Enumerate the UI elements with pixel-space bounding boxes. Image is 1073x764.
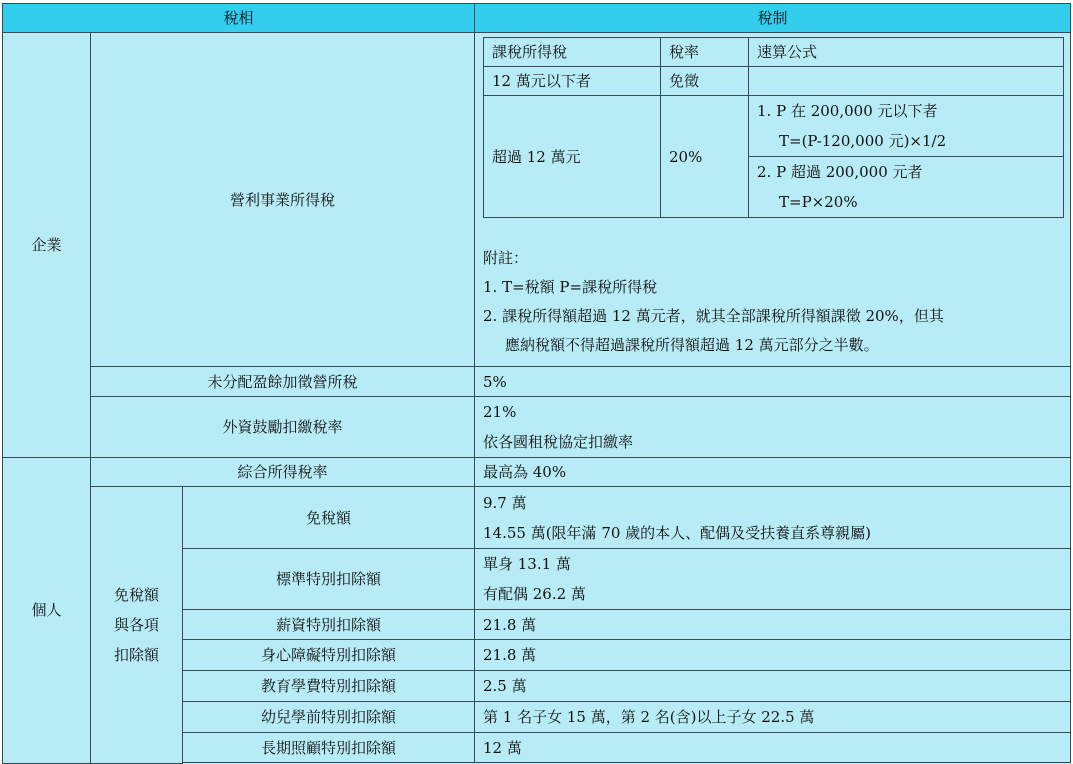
note-2-line2: 應納稅額不得超過課稅所得額超過 12 萬元部分之半數。 [505,336,879,354]
disability-value: 21.8 萬 [475,640,1071,671]
profit-tax-label: 營利事業所得稅 [91,33,475,367]
note-1: 1. T=稅額 P=課稅所得稅 [483,278,658,296]
comprehensive-label: 綜合所得稅率 [91,458,475,487]
standard-value-2: 有配偶 26.2 萬 [483,585,586,603]
deduction-group-label [91,487,183,764]
table-row [3,458,1071,487]
group-label-line3: 扣除額 [113,645,159,664]
foreign-value-1: 21% [483,403,517,421]
group-label-line2: 與各項 [113,615,159,634]
formula2-line2: T=P×20% [779,193,858,211]
rate-table-header-rate: 稅率 [661,38,749,67]
table-row [3,487,1071,549]
rate-row2-rate: 20% [661,96,749,218]
table-row [3,397,1071,458]
note-title: 附註： [483,249,529,267]
table-row [3,367,1071,397]
foreign-value [475,397,1071,458]
standard-label: 標準特別扣除額 [183,549,475,610]
profit-tax-rate-table [483,37,1064,218]
foreign-label: 外資鼓勵扣繳稅率 [91,397,475,458]
header-row [3,4,1071,33]
exemption-value-1: 9.7 萬 [483,493,527,512]
undistributed-label: 未分配盈餘加徵營所稅 [91,367,475,397]
rate-row1-rate: 免徵 [661,67,749,96]
preschool-label: 幼兒學前特別扣除額 [183,702,475,733]
comprehensive-value: 最高為 40% [475,458,1071,487]
rate-row1-income: 12 萬元以下者 [484,67,661,96]
standard-value [475,549,1071,610]
rate-row1-formula [749,67,1064,96]
enterprise-label: 企業 [3,33,91,458]
preschool-value: 第 1 名子女 15 萬，第 2 名(含)以上子女 22.5 萬 [475,702,1071,733]
header-tax-system: 稅制 [475,4,1071,33]
table-row [484,96,1064,157]
salary-label: 薪資特別扣除額 [183,610,475,640]
formula2-line1: 2. P 超過 200,000 元者 [757,163,923,181]
profit-tax-notes [475,234,1070,366]
foreign-value-2: 依各國租稅協定扣繳率 [483,433,634,451]
standard-value-1: 單身 13.1 萬 [483,555,571,573]
education-label: 教育學費特別扣除額 [183,671,475,702]
rate-row2-formula2 [749,157,1064,218]
salary-value: 21.8 萬 [475,610,1071,640]
longterm-label: 長期照顧特別扣除額 [183,733,475,763]
disability-label: 身心障礙特別扣除額 [183,640,475,671]
longterm-value: 12 萬 [475,733,1071,763]
rate-table-header-income: 課稅所得稅 [484,38,661,67]
rate-table-header-formula: 速算公式 [749,38,1064,67]
profit-tax-detail [475,33,1071,367]
table-row [484,67,1064,96]
tax-table [2,3,1071,764]
table-row [3,33,1071,367]
formula1-line1: 1. P 在 200,000 元以下者 [757,102,938,120]
exemption-value [475,487,1071,549]
exemption-label: 免稅額 [183,487,475,549]
spacer-cell [183,763,1071,764]
header-tax-category: 稅相 [3,4,475,33]
rate-row2-formula1 [749,96,1064,157]
exemption-value-2: 14.55 萬(限年滿 70 歲的本人、配偶及受扶養直系尊親屬) [483,523,872,542]
individual-label: 個人 [3,458,91,764]
group-label-line1: 免稅額 [113,585,159,604]
formula1-line2: T=(P-120,000 元)×1/2 [779,132,947,150]
note-2-line1: 2. 課稅所得額超過 12 萬元者，就其全部課稅所得額課徵 20%，但其 [483,307,944,325]
table-row [484,38,1064,67]
undistributed-value: 5% [475,367,1071,397]
education-value: 2.5 萬 [475,671,1071,702]
rate-row2-income: 超過 12 萬元 [484,96,661,218]
